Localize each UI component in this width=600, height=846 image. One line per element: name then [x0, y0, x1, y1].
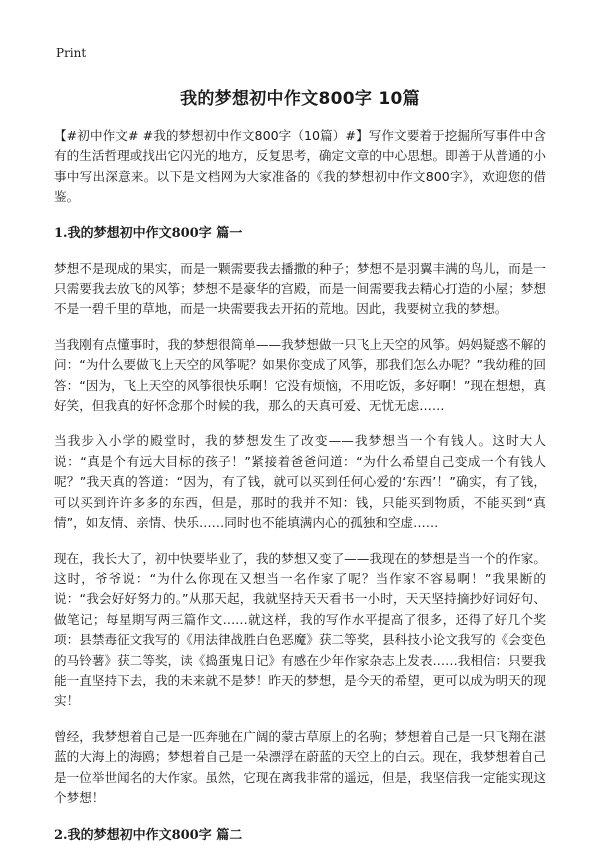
section-1-heading: 1.我的梦想初中作文800字 篇一 [54, 225, 243, 241]
body-paragraph-2: 当我刚有点懂事时，我的梦想很简单——我梦想做一只飞上天空的风筝。妈妈疑惑不解的问：“为什么要做飞上天空的风筝呢？如果你变成了风筝，那我们怎么办呢？”我幼稚的回答：“因为，飞上天空的风筝很快乐啊！它没有烦恼，不用吃饭，多好啊！”现在想想，真好笑，但我真的好怀念那个时候的我，那么的天真可爱、无忧无虑…… [54, 336, 546, 414]
page-title: 我的梦想初中作文800字 10篇 [180, 89, 420, 109]
body-paragraph-3: 当我步入小学的殿堂时，我的梦想发生了改变——我梦想当一个有钱人。这时大人说：“真是个有远大目标的孩子！”紧接着爸爸问道：“为什么希望自己变成一个有钱人呢？”我天真的答道：“因为，有了钱，就可以买到任何心爱的‘东西’！”确实，有了钱，可以买到许许多多的东西，但是，那时的我并不知：钱，只能买到物质，不能买到“真情”，如友情、亲情、快乐……同时也不能填满内心的孤独和空虚…… [54, 433, 546, 531]
body-paragraph-1: 梦想不是现成的果实，而是一颗需要我去播撒的种子；梦想不是羽翼丰满的鸟儿，而是一只需要我去放飞的风筝；梦想不是豪华的宫殿，而是一间需要我去精心打造的小屋；梦想不是一碧千里的草地，而是一块需要我去开拓的荒地。因此，我要树立我的梦想。 [54, 260, 546, 317]
print-label: Print [56, 46, 87, 60]
intro-paragraph: 【#初中作文# #我的梦想初中作文800字（10篇）#】写作文要着于挖掘所写事件中含有的生活哲理或找出它闪光的地方，反复思考，确定文章的中心思想。即善于从普通的小事中写出深意来。以下是文档网为大家准备的《我的梦想初中作文800字》，欢迎您的借鉴。 [54, 128, 546, 205]
section-2-heading: 2.我的梦想初中作文800字 篇二 [54, 828, 243, 844]
body-paragraph-4: 现在，我长大了，初中快要毕业了，我的梦想又变了——我现在的梦想是当一个的作家。这时，爷爷说：“为什么你现在又想当一名作家了呢？当作家不容易啊！”我果断的说：“我会好好努力的。”从那天起，我就坚持天天看书一小时，天天坚持摘抄好词好句、做笔记；每星期写两三篇作文……就这样，我的写作水平提高了很多，还得了好几个奖项：县禁毒征文我写的《用法律战胜白色恶魔》获二等奖，县科技小论文我写的《会变色的马铃薯》获二等奖，读《捣蛋鬼日记》有感在少年作家杂志上发表……我相信：只要我能一直坚持下去，我的未来就不是梦！昨天的梦想，是今天的希望，更可以成为明天的现实！ [54, 550, 546, 709]
body-paragraph-5: 曾经，我梦想着自己是一匹奔驰在广阔的蒙古草原上的名驹；梦想着自己是一只飞翔在湛蓝的大海上的海鸥；梦想着自己是一朵漂浮在蔚蓝的天空上的白云。现在，我梦想着自己是一位举世闻名的大作家。虽然，它现在离我非常的遥远，但是，我坚信我一定能实现这个梦想！ [54, 728, 546, 805]
